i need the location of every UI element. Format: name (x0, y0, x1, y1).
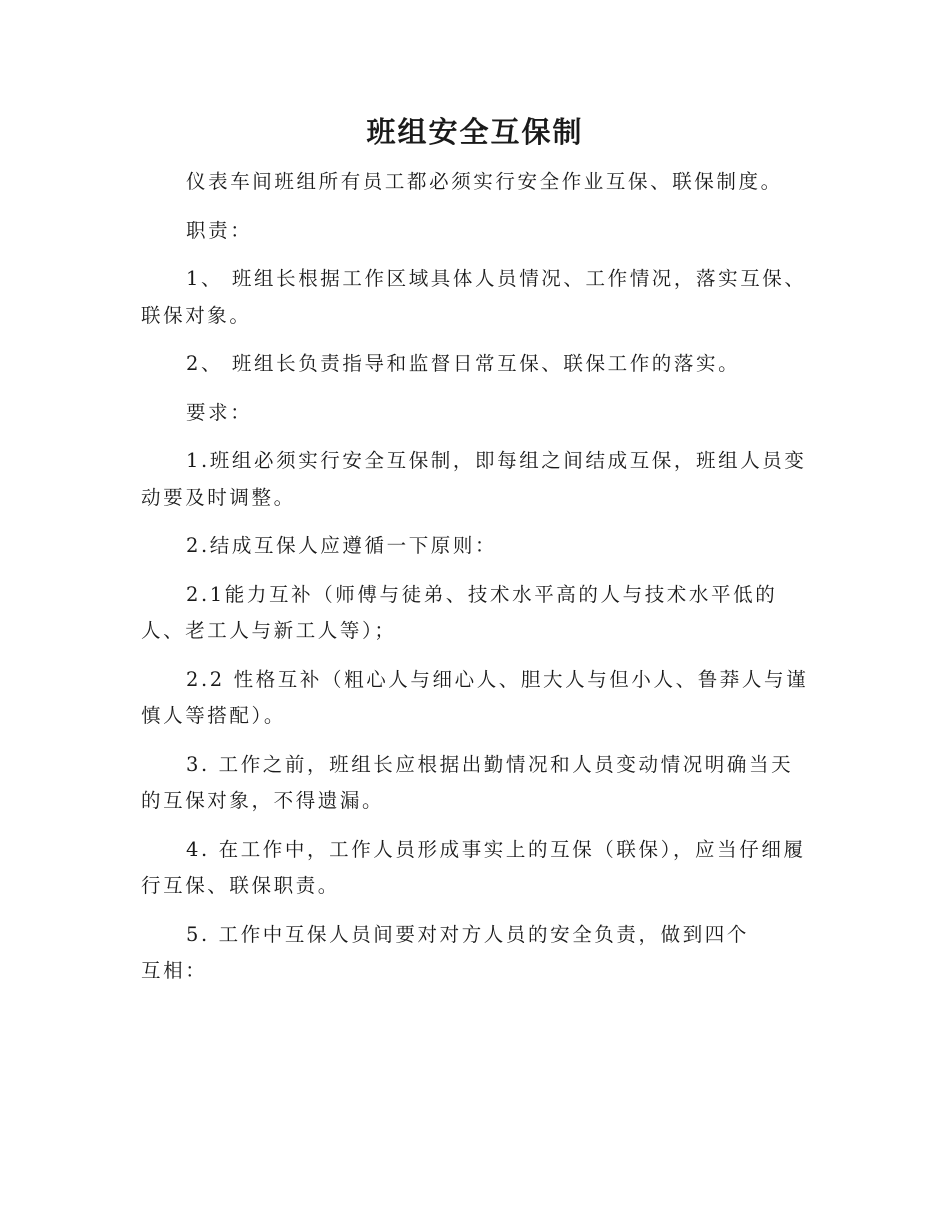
paragraph-requirements-heading: 要求： (186, 400, 253, 424)
paragraph-responsibility-2: 2、 班组长负责指导和监督日常互保、联保工作的落实。 (186, 352, 741, 375)
paragraph-requirement-2-1: 2.1能力互补（师傅与徒弟、技术水平高的人与技术水平低的人、老工人与新工人等）； (141, 582, 778, 642)
paragraph-intro: 仪表车间班组所有员工都必须实行安全作业互保、联保制度。 (186, 170, 783, 193)
document-body (141, 164, 809, 1002)
paragraph-requirement-2: 2.结成互保人应遵循一下原则： (186, 534, 498, 557)
paragraph-requirement-5: 5. 工作中互保人员间要对对方人员的安全负责，做到四个互相： (141, 922, 750, 982)
paragraph-responsibility-1: 1、 班组长根据工作区域具体人员情况、工作情况，落实互保、联保对象。 (141, 267, 807, 327)
paragraph-requirement-2-2: 2.2 性格互补（粗心人与细心人、胆大人与但小人、鲁莽人与谨慎人等搭配）。 (141, 667, 809, 727)
paragraph-requirement-4: 4. 在工作中，工作人员形成事实上的互保（联保），应当仔细履行互保、联保职责。 (141, 837, 806, 897)
paragraph-requirement-1: 1.班组必须实行安全互保制，即每组之间结成互保，班组人员变动要及时调整。 (141, 449, 807, 509)
paragraph-requirement-3: 3. 工作之前，班组长应根据出勤情况和人员变动情况明确当天的互保对象，不得遗漏。 (141, 752, 794, 812)
paragraph-responsibilities-heading: 职责： (186, 218, 253, 242)
document-title: 班组安全互保制 (366, 115, 584, 149)
